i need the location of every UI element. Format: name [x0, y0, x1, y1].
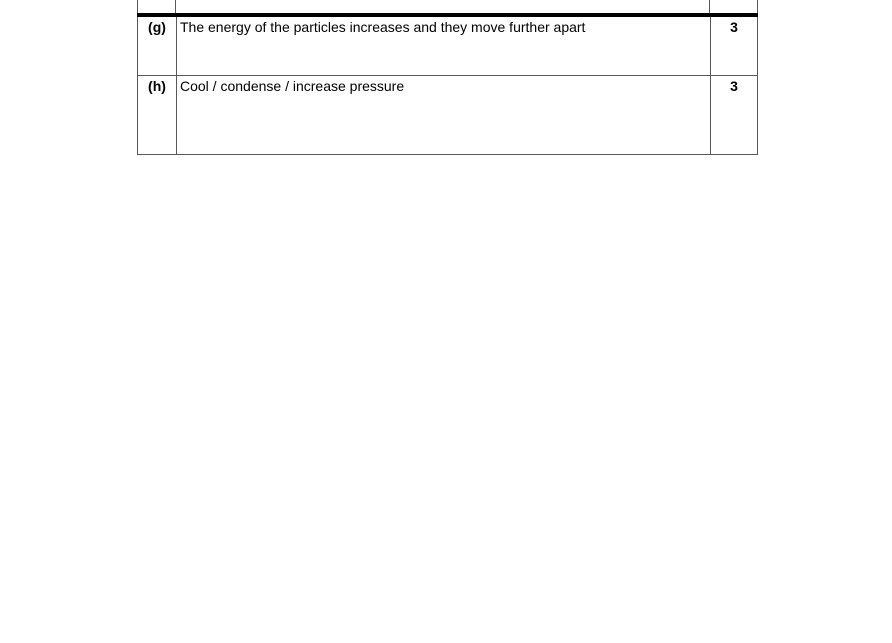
table-continuation-line-right: [757, 0, 758, 14]
marks-value: 3: [711, 15, 758, 76]
answer-cell: [177, 15, 711, 76]
table-continuation-line-left: [137, 0, 138, 14]
answer-text: The energy of the particles increases and they move further apart: [180, 19, 586, 35]
table-row: [138, 15, 758, 76]
mark-scheme-table: [137, 13, 758, 155]
answer-cell: [177, 76, 711, 155]
table-continuation-line-marks: [709, 0, 710, 14]
answer-text: Cool / condense / increase pressure: [180, 78, 405, 94]
marks-value: 3: [711, 76, 758, 155]
question-label: (h): [138, 76, 177, 155]
question-label: (g): [138, 15, 177, 76]
table-continuation-line-label: [175, 0, 176, 14]
table-row: [138, 76, 758, 155]
